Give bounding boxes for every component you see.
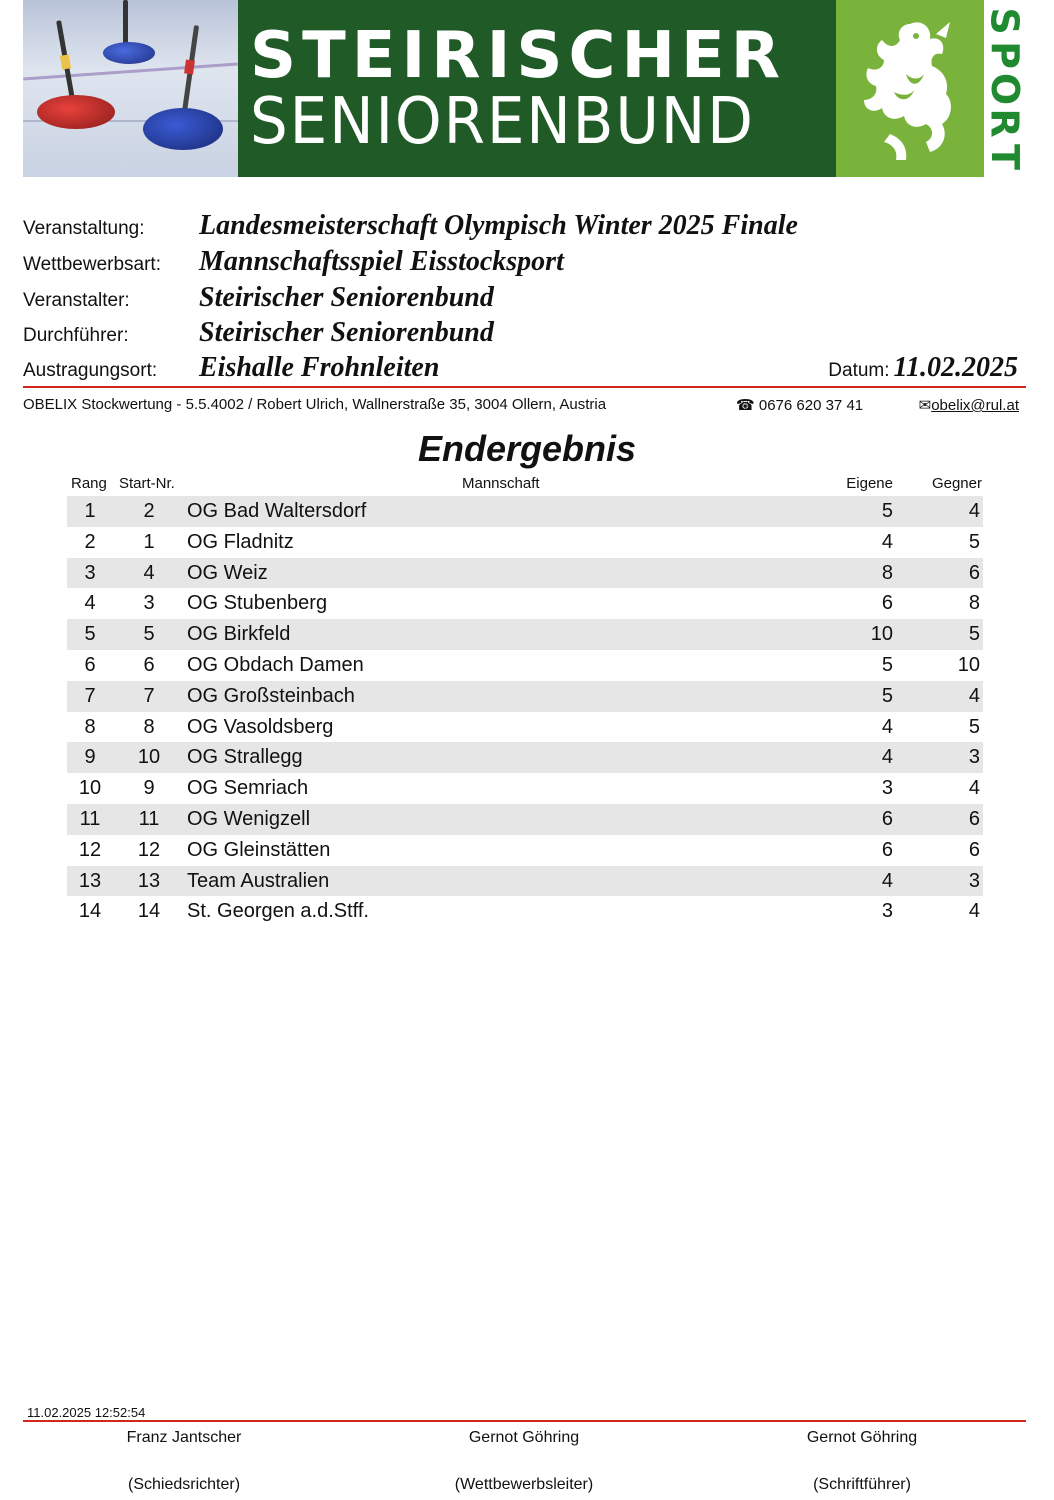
cell-eigene: 6 (881, 807, 893, 830)
info-label: Austragungsort: (23, 360, 158, 381)
info-veranstalter (23, 282, 494, 314)
cell-mannschaft: OG Birkfeld (187, 623, 291, 646)
cell-gegner: 5 (968, 715, 980, 738)
cell-mannschaft: OG Großsteinbach (187, 684, 355, 707)
info-value: Steirischer Seniorenbund (199, 317, 494, 348)
col-header-start: Start-Nr. (119, 475, 175, 492)
email-link[interactable]: obelix@rul.at (931, 397, 1019, 414)
cell-mannschaft: OG Stubenberg (187, 592, 328, 615)
header-banner (23, 0, 1026, 177)
cell-mannschaft: OG Weiz (187, 561, 268, 584)
contact-address: OBELIX Stockwertung - 5.5.4002 / Robert Ulrich, Wallnerstraße 35, 3004 Ollern, Austria (23, 396, 607, 413)
info-label: Veranstalter: (23, 290, 130, 311)
datum-value: 11.02.2025 (893, 352, 1018, 383)
contact-phone (736, 396, 863, 414)
cell-rang: 1 (84, 500, 96, 522)
results-table-header (67, 475, 983, 495)
table-row (67, 896, 983, 927)
table-row (67, 835, 983, 866)
page-title: Endergebnis (417, 428, 637, 469)
cell-rang: 3 (84, 561, 96, 584)
cell-gegner: 3 (968, 869, 980, 892)
cell-start: 11 (138, 807, 160, 830)
cell-start: 13 (137, 869, 161, 892)
panther-emblem (836, 0, 984, 177)
cell-gegner: 6 (968, 807, 980, 830)
sport-letter: T (982, 144, 1027, 170)
results-table (67, 496, 983, 927)
table-row (67, 804, 983, 835)
cell-gegner: 4 (968, 500, 980, 522)
table-row (67, 681, 983, 712)
cell-gegner: 5 (968, 530, 980, 553)
sport-letter: R (982, 108, 1027, 138)
header-divider (23, 386, 1026, 388)
cell-gegner: 4 (968, 777, 980, 800)
cell-rang: 7 (84, 684, 96, 707)
cell-rang: 9 (84, 746, 96, 769)
cell-eigene: 10 (870, 623, 893, 646)
contact-line (23, 396, 1019, 416)
cell-mannschaft: OG Strallegg (187, 746, 303, 769)
table-row (67, 527, 983, 558)
info-label: Wettbewerbsart: (23, 254, 161, 275)
cell-start: 1 (143, 530, 155, 553)
cell-gegner: 4 (968, 900, 980, 923)
phone-icon: ☎ (736, 397, 755, 414)
cell-start: 12 (137, 838, 161, 861)
cell-start: 8 (143, 715, 155, 738)
logo-line-1: STEIRISCHER (250, 18, 786, 93)
cell-eigene: 6 (881, 592, 893, 615)
table-row (67, 773, 983, 804)
cell-gegner: 5 (968, 623, 980, 646)
cell-start: 14 (137, 900, 161, 923)
sport-letter: O (983, 72, 1027, 106)
sport-letter: S (983, 7, 1027, 35)
table-row (67, 650, 983, 681)
info-value: Steirischer Seniorenbund (199, 282, 494, 313)
sport-vertical-label (984, 0, 1026, 177)
cell-eigene: 4 (881, 869, 893, 892)
signature-name-wettbewerbsleiter: Gernot Göhring (468, 1429, 580, 1446)
cell-gegner: 10 (957, 653, 980, 676)
table-row (67, 588, 983, 619)
info-datum (828, 352, 1018, 384)
cell-start: 3 (143, 592, 155, 615)
signature-role-wettbewerbsleiter: (Wettbewerbsleiter) (454, 1476, 594, 1493)
table-row (67, 742, 983, 773)
cell-eigene: 6 (881, 838, 893, 861)
cell-start: 2 (143, 500, 155, 522)
col-header-rang: Rang (71, 475, 107, 492)
col-header-mannschaft: Mannschaft (462, 475, 540, 492)
logo-wordmark (238, 0, 836, 177)
cell-gegner: 8 (968, 592, 980, 615)
info-wettbewerbsart (23, 246, 564, 278)
cell-rang: 2 (84, 530, 96, 553)
mail-icon: ✉ (918, 397, 932, 414)
cell-rang: 5 (84, 623, 96, 646)
styrian-panther-icon (850, 14, 970, 164)
cell-rang: 10 (78, 777, 102, 800)
cell-mannschaft: OG Wenigzell (187, 807, 311, 830)
cell-eigene: 4 (881, 530, 893, 553)
info-value: Landesmeisterschaft Olympisch Winter 2025 Finale (199, 210, 798, 241)
cell-mannschaft: OG Vasoldsberg (187, 715, 334, 738)
cell-start: 10 (137, 746, 161, 769)
curling-photo (23, 0, 238, 177)
table-row (67, 619, 983, 650)
table-row (67, 558, 983, 589)
cell-rang: 6 (84, 653, 96, 676)
cell-mannschaft: OG Gleinstätten (187, 838, 331, 861)
cell-eigene: 3 (881, 900, 893, 923)
cell-start: 4 (143, 561, 155, 584)
footer-divider (23, 1420, 1026, 1422)
cell-mannschaft: OG Semriach (187, 777, 309, 800)
cell-gegner: 6 (968, 838, 980, 861)
cell-eigene: 3 (881, 777, 893, 800)
cell-gegner: 3 (968, 746, 980, 769)
cell-mannschaft: OG Fladnitz (187, 530, 294, 553)
signature-name-schriftfuehrer: Gernot Göhring (806, 1429, 918, 1446)
signature-role-schriftfuehrer: (Schriftführer) (813, 1476, 911, 1493)
cell-eigene: 4 (881, 746, 893, 769)
cell-mannschaft: Team Australien (187, 869, 330, 892)
table-row (67, 712, 983, 743)
info-value: Mannschaftsspiel Eisstocksport (199, 246, 564, 277)
phone-number: 0676 620 37 41 (758, 397, 864, 414)
info-label: Veranstaltung: (23, 218, 145, 239)
cell-eigene: 8 (881, 561, 893, 584)
print-timestamp: 11.02.2025 12:52:54 (27, 1405, 146, 1420)
cell-start: 9 (143, 777, 155, 800)
col-header-gegner: Gegner (931, 475, 982, 492)
info-veranstaltung (23, 210, 798, 242)
cell-gegner: 6 (968, 561, 980, 584)
cell-rang: 8 (84, 715, 96, 738)
cell-rang: 13 (78, 869, 102, 892)
cell-start: 7 (143, 684, 155, 707)
cell-mannschaft: OG Bad Waltersdorf (187, 500, 367, 522)
info-austragungsort (23, 352, 439, 384)
signature-name-schiedsrichter: Franz Jantscher (126, 1429, 242, 1446)
signature-role-schiedsrichter: (Schiedsrichter) (127, 1476, 241, 1493)
sport-letter: P (982, 41, 1027, 69)
info-durchfuehrer (23, 317, 494, 349)
cell-start: 6 (143, 653, 155, 676)
cell-rang: 11 (79, 807, 101, 830)
cell-eigene: 4 (881, 715, 893, 738)
table-row (67, 866, 983, 897)
cell-mannschaft: OG Obdach Damen (187, 653, 364, 676)
cell-eigene: 5 (881, 653, 893, 676)
cell-gegner: 4 (968, 684, 980, 707)
cell-eigene: 5 (881, 500, 893, 522)
datum-label: Datum: (828, 360, 890, 381)
cell-rang: 4 (84, 592, 96, 615)
info-label: Durchführer: (23, 325, 129, 346)
cell-eigene: 5 (881, 684, 893, 707)
logo-line-2: SENIORENBUND (250, 84, 755, 159)
contact-email (919, 396, 1019, 414)
cell-mannschaft: St. Georgen a.d.Stff. (187, 900, 369, 923)
cell-rang: 14 (78, 900, 102, 923)
info-value: Eishalle Frohnleiten (199, 352, 440, 383)
col-header-eigene: Eigene (846, 475, 893, 492)
cell-start: 5 (143, 623, 155, 646)
cell-rang: 12 (78, 838, 102, 861)
table-row (67, 496, 983, 527)
